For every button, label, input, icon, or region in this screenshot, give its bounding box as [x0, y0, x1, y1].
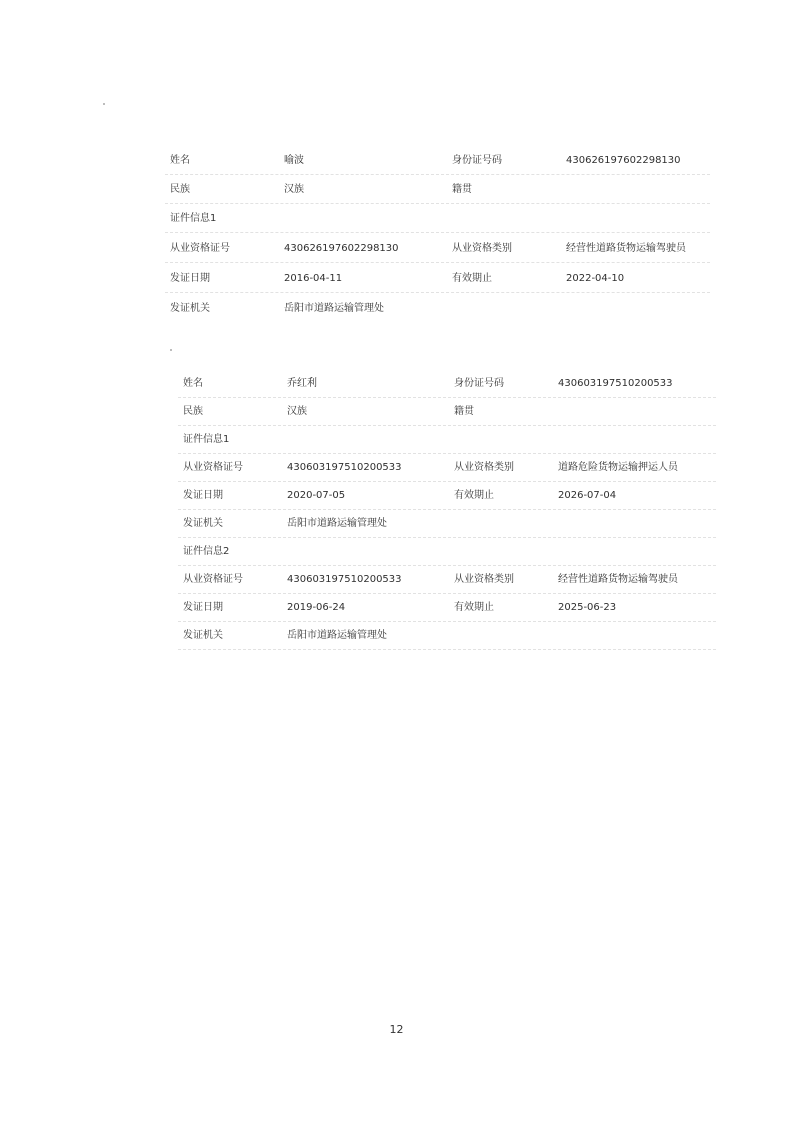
row-issue-date-2: [178, 598, 716, 618]
field-label: 姓名: [170, 155, 190, 166]
field-label: 从业资格证号: [170, 243, 230, 254]
field-label: 民族: [183, 406, 203, 417]
row-divider: [178, 481, 716, 482]
field-value: 2026-07-04: [558, 490, 617, 501]
row-divider: [178, 453, 716, 454]
field-label: 有效期止: [454, 602, 494, 613]
field-value: 道路危险货物运输押运人员: [558, 462, 678, 473]
field-value: 喻波: [284, 155, 304, 166]
field-label: 发证机关: [183, 630, 223, 641]
field-label: 姓名: [183, 378, 203, 389]
row-issuer: [165, 299, 710, 319]
field-value: 2019-06-24: [287, 602, 346, 613]
row-divider: [165, 203, 710, 204]
row-ethnicity: [178, 402, 716, 422]
field-label: 籍贯: [454, 406, 474, 417]
section-label: 证件信息2: [183, 546, 230, 557]
row-cert-number-2: [178, 570, 716, 590]
field-label: 从业资格类别: [452, 243, 512, 254]
field-label: 发证日期: [183, 490, 223, 501]
row-cert-section-2: [178, 542, 716, 562]
row-divider: [178, 425, 716, 426]
field-value: 经营性道路货物运输驾驶员: [566, 243, 686, 254]
row-cert-section: [165, 209, 710, 229]
row-issue-date: [165, 269, 710, 289]
field-label: 发证机关: [170, 303, 210, 314]
field-label: 有效期止: [452, 273, 492, 284]
field-value: 2025-06-23: [558, 602, 617, 613]
row-divider: [178, 397, 716, 398]
row-divider: [178, 509, 716, 510]
field-label: 身份证号码: [452, 155, 502, 166]
row-issuer-2: [178, 626, 716, 646]
row-divider: [178, 649, 716, 650]
row-divider: [178, 621, 716, 622]
field-value: 430603197510200533: [558, 378, 673, 389]
field-value: 岳阳市道路运输管理处: [284, 303, 384, 314]
row-divider: [178, 537, 716, 538]
field-label: 从业资格证号: [183, 574, 243, 585]
field-label: 从业资格证号: [183, 462, 243, 473]
field-label: 从业资格类别: [454, 462, 514, 473]
row-ethnicity: [165, 180, 710, 200]
field-label: 发证机关: [183, 518, 223, 529]
field-label: 民族: [170, 184, 190, 195]
field-label: 发证日期: [183, 602, 223, 613]
row-cert-number: [165, 239, 710, 259]
row-divider: [165, 232, 710, 233]
field-value: 经营性道路货物运输驾驶员: [558, 574, 678, 585]
row-divider: [165, 292, 710, 293]
field-value: 2020-07-05: [287, 490, 346, 501]
field-value: 430603197510200533: [287, 574, 402, 585]
field-label: 从业资格类别: [454, 574, 514, 585]
field-label: 有效期止: [454, 490, 494, 501]
section-label: 证件信息1: [170, 213, 217, 224]
field-value: 乔红利: [287, 378, 317, 389]
row-divider: [178, 593, 716, 594]
row-divider: [165, 174, 710, 175]
scan-speck: [170, 349, 172, 351]
scan-speck: [103, 103, 105, 105]
row-issue-date: [178, 486, 716, 506]
row-cert-section-1: [178, 430, 716, 450]
field-value: 2022-04-10: [566, 273, 625, 284]
row-divider: [165, 262, 710, 263]
field-value: 430626197602298130: [566, 155, 681, 166]
field-value: 岳阳市道路运输管理处: [287, 630, 387, 641]
field-value: 汉族: [284, 184, 304, 195]
field-label: 身份证号码: [454, 378, 504, 389]
row-issuer: [178, 514, 716, 534]
page-number: 12: [389, 1023, 404, 1036]
field-value: 430603197510200533: [287, 462, 402, 473]
row-name: [178, 374, 716, 394]
row-name: [165, 151, 710, 171]
section-label: 证件信息1: [183, 434, 230, 445]
field-value: 430626197602298130: [284, 243, 399, 254]
field-label: 发证日期: [170, 273, 210, 284]
field-value: 岳阳市道路运输管理处: [287, 518, 387, 529]
field-value: 汉族: [287, 406, 307, 417]
field-value: 2016-04-11: [284, 273, 343, 284]
field-label: 籍贯: [452, 184, 472, 195]
row-cert-number: [178, 458, 716, 478]
row-divider: [178, 565, 716, 566]
